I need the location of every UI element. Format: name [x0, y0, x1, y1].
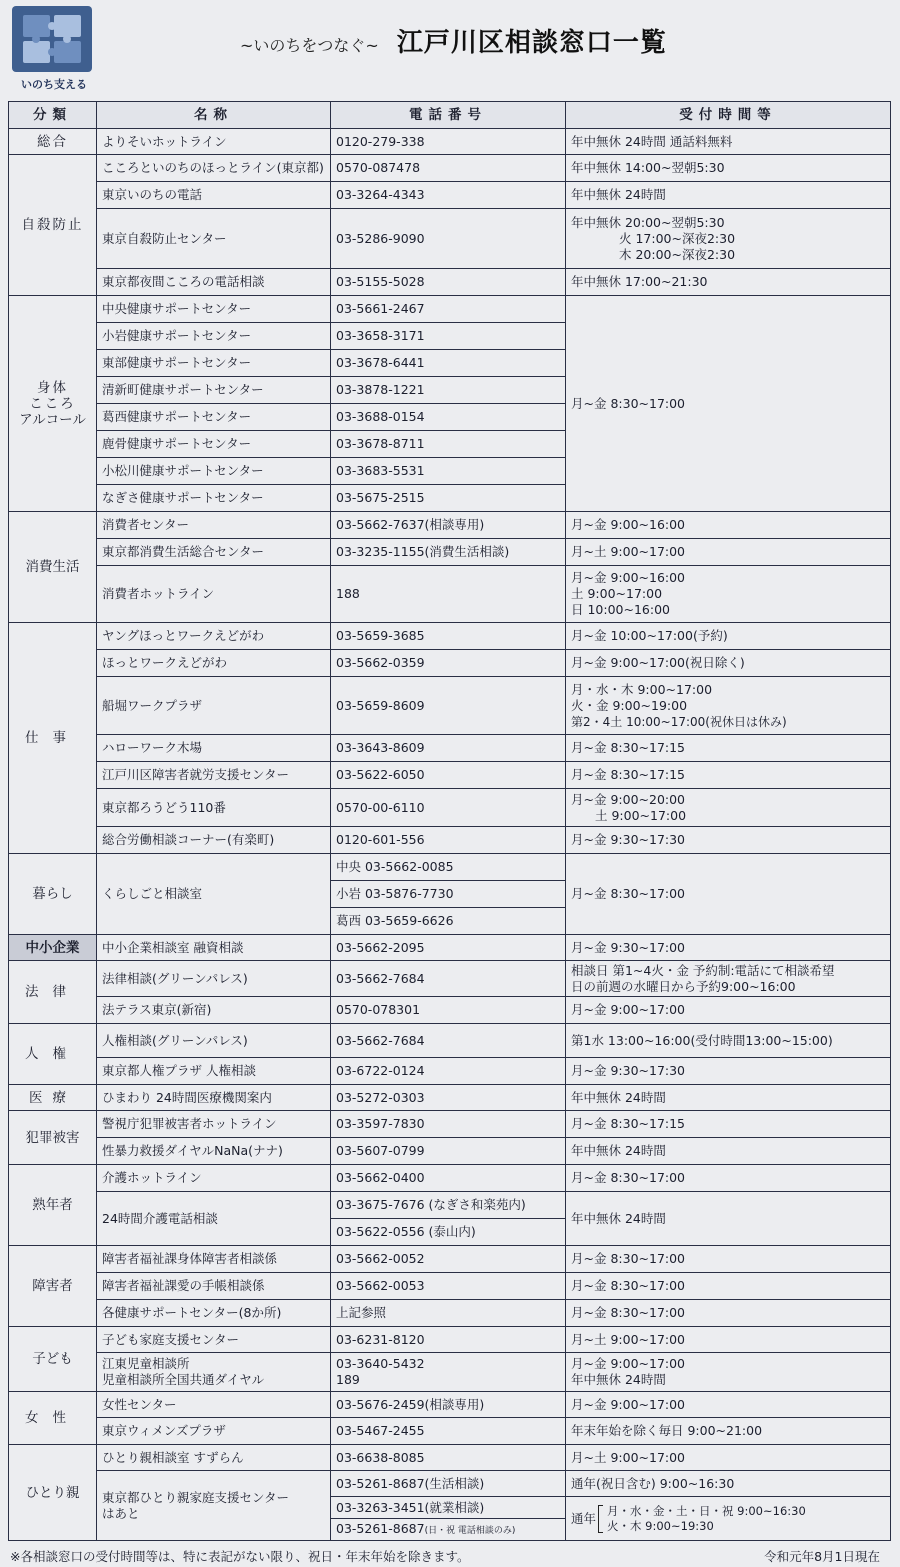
service-name: 中央健康サポートセンター: [97, 296, 331, 323]
logo: [12, 6, 96, 92]
hours-line: 日の前週の水曜日から予約9:00~16:00: [571, 978, 796, 994]
table-row: [9, 789, 891, 827]
phone-number: 中央 03-5662-0085: [331, 854, 566, 881]
phone-number: 03-3675-7676 (なぎさ和楽苑内): [331, 1192, 566, 1219]
hours-line: 通年(祝日含む) 9:00~16:30: [571, 1475, 735, 1491]
phone-number: 03-5659-3685: [331, 623, 566, 650]
phone-number: 0570-00-6110: [331, 789, 566, 827]
hours-line: 月~金 8:30~17:00: [571, 395, 686, 411]
table-row: [9, 1165, 891, 1192]
hours-cell: [566, 209, 891, 269]
service-name: 法テラス東京(新宿): [97, 997, 331, 1024]
phone-number: 0570-078301: [331, 997, 566, 1024]
hours-line: 年中無休 24時間: [571, 1210, 666, 1226]
category-cell: 子ども: [9, 1327, 97, 1392]
page-subtitle: ~いのちをつなぐ~: [240, 36, 379, 55]
table-row: [9, 1327, 891, 1353]
service-name: 各健康サポートセンター(8か所): [97, 1300, 331, 1327]
table-row: [9, 539, 891, 566]
table-row: [9, 1392, 891, 1418]
table-header-row: [9, 102, 891, 129]
service-name: ヤングほっとワークえどがわ: [97, 623, 331, 650]
service-name: 小松川健康サポートセンター: [97, 458, 331, 485]
hours-cell: [566, 789, 891, 827]
service-name: 鹿骨健康サポートセンター: [97, 431, 331, 458]
hours-line: 月~金 9:00~20:00: [571, 791, 686, 807]
service-name: 江戸川区障害者就労支援センター: [97, 762, 331, 789]
phone-number: 03-5662-2095: [331, 935, 566, 961]
hours-cell: [566, 1392, 891, 1418]
service-name: 東京都ろうどう110番: [97, 789, 331, 827]
phone-number: 03-5622-0556 (泰山内): [331, 1219, 566, 1246]
hours-cell: [566, 961, 891, 997]
table-row: [9, 566, 891, 623]
column-header: 電話番号: [331, 102, 566, 129]
table-row: [9, 1445, 891, 1471]
service-name: 東京都夜間こころの電話相談: [97, 269, 331, 296]
service-name: 中小企業相談室 融資相談: [97, 935, 331, 961]
hours-line: 土 9:00~17:00: [595, 807, 687, 823]
hours-cell: [566, 1418, 891, 1445]
category-cell: ひとり親: [9, 1445, 97, 1541]
consultation-table: [8, 101, 891, 1541]
phone-number: 03-3263-3451(就業相談): [331, 1497, 566, 1519]
phone-number: 03-5676-2459(相談専用): [331, 1392, 566, 1418]
table-row: [9, 997, 891, 1024]
phone-number: 03-5662-0052: [331, 1246, 566, 1273]
hours-line: 第1水 13:00~16:00(受付時間13:00~15:00): [571, 1032, 833, 1048]
phone-number: 03-3658-3171: [331, 323, 566, 350]
hours-lines: [607, 1504, 806, 1534]
hours-line: 年中無休 17:00~21:30: [571, 274, 708, 289]
table-row: [9, 1246, 891, 1273]
hours-line: 月~金 9:00~17:00: [571, 1356, 686, 1371]
category-cell: 自殺防止: [9, 155, 97, 296]
hours-cell: [566, 539, 891, 566]
hours-line: 月~金 9:30~17:00: [571, 939, 686, 955]
phone-number: 03-5662-0400: [331, 1165, 566, 1192]
phone-number: 03-5675-2515: [331, 485, 566, 512]
table-row: [9, 182, 891, 209]
phone-number: 188: [331, 566, 566, 623]
table-row: [9, 1111, 891, 1138]
hours-line: 月~金 8:30~17:00: [571, 1305, 686, 1320]
hours-cell: [566, 512, 891, 539]
hours-line: 木 20:00~深夜2:30: [619, 246, 736, 262]
hours-line: 年末年始を除く毎日 9:00~21:00: [571, 1423, 763, 1438]
hours-line: 年中無休 24時間: [571, 1372, 666, 1387]
service-name: 東部健康サポートセンター: [97, 350, 331, 377]
phone-number: 03-3878-1221: [331, 377, 566, 404]
hours-cell: [566, 650, 891, 677]
category-cell: [9, 296, 97, 512]
hours-line: 月~金 9:00~17:00: [571, 1396, 686, 1412]
phone-number: 03-3678-6441: [331, 350, 566, 377]
service-name: 女性センター: [97, 1392, 331, 1418]
table-row: [9, 1300, 891, 1327]
phone-number: 0570-087478: [331, 155, 566, 182]
phone-number: 03-6231-8120: [331, 1327, 566, 1353]
hours-line: 月~土 9:00~17:00: [571, 1331, 686, 1347]
hours-line: 月~土 9:00~17:00: [571, 544, 686, 559]
hours-cell: [566, 296, 891, 512]
hours-line: 日 10:00~16:00: [571, 602, 670, 617]
phone-number: 03-5661-2467: [331, 296, 566, 323]
table-row: [9, 854, 891, 881]
hours-cell: [566, 1471, 891, 1497]
hours-line: 月~金 8:30~17:00: [571, 886, 686, 901]
hours-line: 月~金 8:30~17:15: [571, 767, 686, 782]
category-cell: 法律: [9, 961, 97, 1024]
category-cell: 熟年者: [9, 1165, 97, 1246]
table-row: [9, 735, 891, 762]
phone-number: 0120-601-556: [331, 827, 566, 854]
phone-number: 189: [336, 1372, 360, 1387]
hours-line: 月~金 8:30~17:00: [571, 1251, 686, 1266]
service-name: 船堀ワークプラザ: [97, 677, 331, 735]
table-row: [9, 1024, 891, 1058]
hours-cell: [566, 677, 891, 735]
phone-number: 03-6638-8085: [331, 1445, 566, 1471]
hours-line: 火・木 9:00~19:30: [607, 1518, 714, 1533]
service-name: 消費者センター: [97, 512, 331, 539]
table-row: [9, 1353, 891, 1392]
category-cell: 人権: [9, 1024, 97, 1085]
hours-group: [571, 1504, 885, 1534]
hours-cell: [566, 997, 891, 1024]
service-name: 法律相談(グリーンパレス): [97, 961, 331, 997]
hours-cell: [566, 155, 891, 182]
service-name: 障害者福祉課身体障害者相談係: [97, 1246, 331, 1273]
phone-number: 03-5662-7637(相談専用): [331, 512, 566, 539]
service-name: ひとり親相談室 すずらん: [97, 1445, 331, 1471]
hours-line: 月~金 9:00~17:00(祝日除く): [571, 655, 745, 670]
table-row: [9, 827, 891, 854]
hours-line: 月~土 9:00~17:00: [571, 1449, 686, 1465]
table-row: [9, 1471, 891, 1497]
table-row: [9, 935, 891, 961]
footer-note: ※各相談窓口の受付時間等は、特に表記がない限り、祝日・年末年始を除きます。: [10, 1549, 470, 1564]
hours-cell: [566, 566, 891, 623]
category-cell: 障害者: [9, 1246, 97, 1327]
hours-line: 月~金 9:30~17:30: [571, 1063, 686, 1078]
hours-line: 月~金 8:30~17:00: [571, 1170, 686, 1185]
category-cell: 消費生活: [9, 512, 97, 623]
service-name: よりそいホットライン: [97, 129, 331, 155]
hours-cell: [566, 1192, 891, 1246]
phone-number: 03-5467-2455: [331, 1418, 566, 1445]
hours-cell: [566, 1445, 891, 1471]
puzzle-logo-icon: [12, 6, 92, 72]
hours-cell: [566, 1024, 891, 1058]
footer: [10, 1547, 880, 1565]
table-row: [9, 155, 891, 182]
category-cell: 犯罪被害: [9, 1111, 97, 1165]
phone-number: 03-3597-7830: [331, 1111, 566, 1138]
table-row: [9, 677, 891, 735]
table-row: [9, 623, 891, 650]
service-name: はあと: [102, 1505, 140, 1521]
table-row: [9, 762, 891, 789]
phone-number: 03-5662-0053: [331, 1273, 566, 1300]
hours-cell: [566, 129, 891, 155]
service-name: 葛西健康サポートセンター: [97, 404, 331, 431]
service-name-cell: [97, 1471, 331, 1541]
service-name: 東京都ひとり親家庭支援センター: [102, 1489, 290, 1505]
footer-date: 令和元年8月1日現在: [764, 1549, 880, 1564]
table-row: [9, 296, 891, 323]
category-cell: 仕事: [9, 623, 97, 854]
hours-line: 年中無休 24時間: [571, 1089, 666, 1105]
hours-cell: [566, 1058, 891, 1085]
category-line: アルコール: [19, 411, 86, 428]
hours-line: 月・水・金・土・日・祝 9:00~16:30: [607, 1503, 806, 1518]
category-cell: 暮らし: [9, 854, 97, 935]
hours-line: 月~金 8:30~17:15: [571, 740, 686, 755]
hours-cell: [566, 854, 891, 935]
service-name: 性暴力救援ダイヤルNaNa(ナナ): [97, 1138, 331, 1165]
service-name: ハローワーク木場: [97, 735, 331, 762]
hours-line: 火・金 9:00~19:00: [571, 697, 688, 713]
service-name: 東京自殺防止センター: [97, 209, 331, 269]
logo-caption: いのち支える: [21, 78, 87, 91]
service-name: 東京ウィメンズプラザ: [97, 1418, 331, 1445]
hours-cell: [566, 1165, 891, 1192]
phone-number: 03-5607-0799: [331, 1138, 566, 1165]
hours-cell: [566, 1327, 891, 1353]
hours-line: 月・水・木 9:00~17:00: [571, 681, 713, 697]
hours-line: 第2・4土 10:00~17:00(祝休日は休み): [571, 714, 787, 729]
phone-number: 0120-279-338: [331, 129, 566, 155]
phone-number: 03-5261-8687: [336, 1520, 425, 1536]
table-row: [9, 1085, 891, 1111]
table-row: [9, 1138, 891, 1165]
phone-number: 03-5662-7684: [331, 961, 566, 997]
service-name: 24時間介護電話相談: [97, 1192, 331, 1246]
hours-cell: [566, 1111, 891, 1138]
phone-number: 03-3678-8711: [331, 431, 566, 458]
service-name: 子ども家庭支援センター: [97, 1327, 331, 1353]
phone-number: 03-5155-5028: [331, 269, 566, 296]
hours-line: 月~金 9:00~16:00: [571, 570, 686, 585]
category-line: こころ: [29, 395, 76, 412]
phone-number: 03-3264-4343: [331, 182, 566, 209]
hours-cell: [566, 735, 891, 762]
table-row: [9, 1273, 891, 1300]
table-row: [9, 1192, 891, 1219]
phone-number: 03-5662-7684: [331, 1024, 566, 1058]
hours-line: 年中無休 24時間 通話料無料: [571, 133, 733, 149]
hours-cell: [566, 1353, 891, 1392]
service-name: 児童相談所全国共通ダイヤル: [102, 1372, 265, 1387]
phone-number: 03-5662-0359: [331, 650, 566, 677]
phone-number: 03-3643-8609: [331, 735, 566, 762]
hours-line: 年中無休 24時間: [571, 187, 666, 202]
column-header: 受付時間等: [566, 102, 891, 129]
bracket-icon: [598, 1505, 603, 1533]
service-name: 小岩健康サポートセンター: [97, 323, 331, 350]
phone-number: 03-6722-0124: [331, 1058, 566, 1085]
service-name: ひまわり 24時間医療機関案内: [97, 1085, 331, 1111]
column-header: 分類: [9, 102, 97, 129]
hours-cell: [566, 182, 891, 209]
phone-number: 03-3688-0154: [331, 404, 566, 431]
table-row: [9, 1058, 891, 1085]
category-cell: 総合: [9, 129, 97, 155]
service-name: 人権相談(グリーンパレス): [97, 1024, 331, 1058]
column-header: 名称: [97, 102, 331, 129]
phone-cell: [331, 1519, 566, 1541]
hours-line: 月~金 9:00~17:00: [571, 1002, 686, 1017]
hours-line: 月~金 9:00~16:00: [571, 517, 686, 532]
phone-number: 03-5261-8687(生活相談): [331, 1471, 566, 1497]
hours-cell: [566, 935, 891, 961]
table-row: [9, 209, 891, 269]
phone-number: 03-3235-1155(消費生活相談): [331, 539, 566, 566]
service-name: こころといのちのほっとライン(東京都): [97, 155, 331, 182]
hours-line: 年中無休 14:00~翌朝5:30: [571, 160, 725, 175]
header: [240, 22, 800, 59]
table-row: [9, 961, 891, 997]
service-name: くらしごと相談室: [97, 854, 331, 935]
hours-line: 月~金 10:00~17:00(予約): [571, 628, 728, 643]
service-name: 総合労働相談コーナー(有楽町): [97, 827, 331, 854]
hours-cell: [566, 1246, 891, 1273]
phone-number: 03-3683-5531: [331, 458, 566, 485]
hours-cell: [566, 1300, 891, 1327]
service-name: ほっとワークえどがわ: [97, 650, 331, 677]
service-name: なぎさ健康サポートセンター: [97, 485, 331, 512]
service-name: 警視庁犯罪被害者ホットライン: [97, 1111, 331, 1138]
service-name: 東京都人権プラザ 人権相談: [97, 1058, 331, 1085]
hours-cell: [566, 269, 891, 296]
service-name: 江東児童相談所: [102, 1356, 190, 1371]
service-name-cell: [97, 1353, 331, 1392]
table-row: [9, 269, 891, 296]
phone-number: 03-3640-5432: [336, 1356, 425, 1371]
table-row: [9, 650, 891, 677]
service-name: 消費者ホットライン: [97, 566, 331, 623]
service-name: 介護ホットライン: [97, 1165, 331, 1192]
phone-number: 03-5622-6050: [331, 762, 566, 789]
hours-line: 土 9:00~17:00: [571, 586, 663, 601]
category-cell: 中小企業: [9, 935, 97, 961]
hours-line: 月~金 8:30~17:15: [571, 1116, 686, 1131]
service-name: 清新町健康サポートセンター: [97, 377, 331, 404]
hours-line: 月~金 9:30~17:30: [571, 832, 686, 847]
category-cell: 医療: [9, 1085, 97, 1111]
hours-cell: [566, 1273, 891, 1300]
hours-line: 年中無休 24時間: [571, 1143, 666, 1158]
hours-line: 月~金 8:30~17:00: [571, 1278, 686, 1293]
hours-cell: [566, 827, 891, 854]
hours-cell: [566, 762, 891, 789]
hours-label: 通年: [571, 1510, 597, 1526]
phone-number: 上記参照: [331, 1300, 566, 1327]
page-title: 江戸川区相談窓口一覧: [396, 28, 667, 58]
phone-number: 03-5659-8609: [331, 677, 566, 735]
service-name: 東京都消費生活総合センター: [97, 539, 331, 566]
phone-number: 葛西 03-5659-6626: [331, 908, 566, 935]
service-name: 東京いのちの電話: [97, 182, 331, 209]
table-row: [9, 129, 891, 155]
hours-line: 相談日 第1~4火・金 予約制:電話にて相談希望: [571, 962, 835, 978]
table-row: [9, 512, 891, 539]
hours-cell: [566, 623, 891, 650]
category-cell: 女性: [9, 1392, 97, 1445]
phone-number: 小岩 03-5876-7730: [331, 881, 566, 908]
phone-cell: [331, 1353, 566, 1392]
hours-line: 火 17:00~深夜2:30: [619, 230, 736, 246]
category-line: 身体: [37, 379, 68, 396]
hours-cell: [566, 1138, 891, 1165]
hours-cell: [566, 1497, 891, 1541]
hours-line: 年中無休 20:00~翌朝5:30: [571, 214, 725, 230]
phone-number: 03-5272-0303: [331, 1085, 566, 1111]
phone-note: (日・祝 電話相談のみ): [424, 1525, 516, 1536]
hours-cell: [566, 1085, 891, 1111]
phone-number: 03-5286-9090: [331, 209, 566, 269]
service-name: 障害者福祉課愛の手帳相談係: [97, 1273, 331, 1300]
table-row: [9, 1418, 891, 1445]
